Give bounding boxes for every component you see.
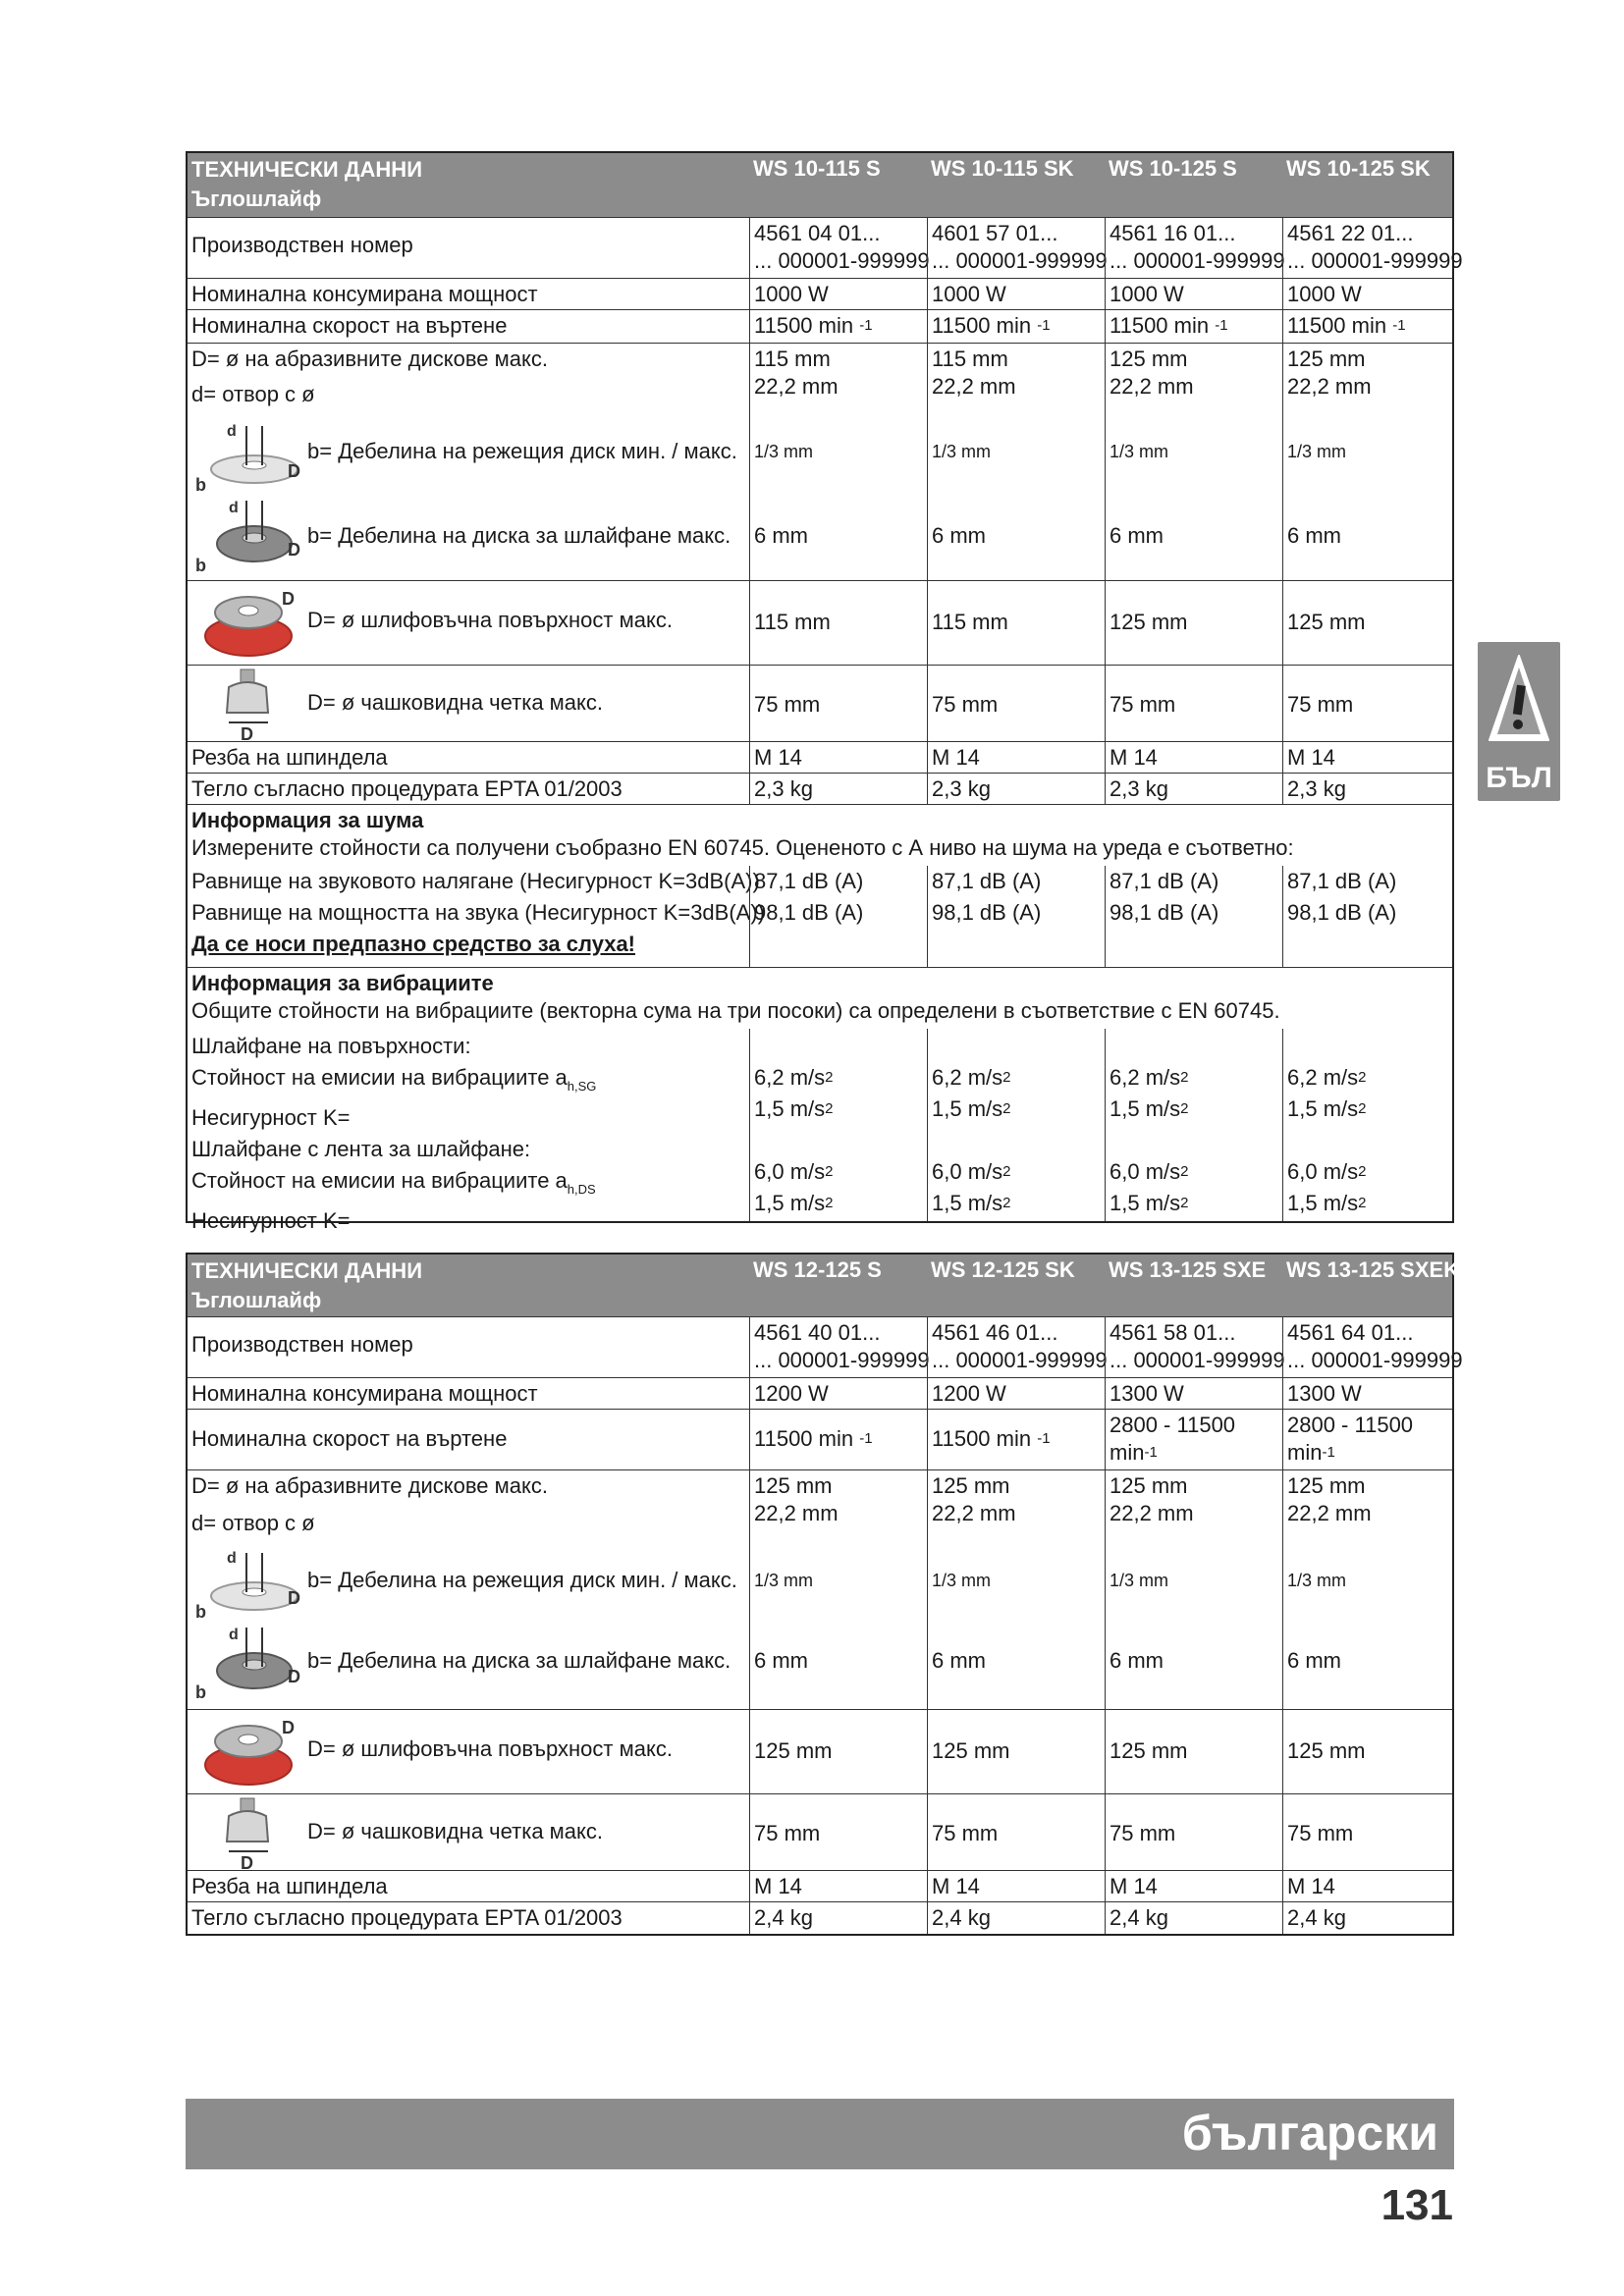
cell-value: 1,5 m/s <box>1287 1096 1359 1121</box>
cell-value: 22,2 mm <box>932 374 1016 399</box>
power-row <box>188 279 1452 310</box>
disc-values <box>749 344 927 580</box>
row-label: D= ø шлифовъчна повърхност макс. <box>307 1736 673 1761</box>
cell-value: 6,0 m/s <box>754 1159 826 1184</box>
cell-value: 22,2 mm <box>1287 1501 1372 1525</box>
weight-row <box>188 1902 1452 1934</box>
serial-range: ... 000001-999999 <box>1287 248 1463 273</box>
vibration-section <box>188 968 1452 1233</box>
row-label: b= Дебелина на режещия диск мин. / макс. <box>307 439 737 463</box>
row-label: b= Дебелина на диска за шлайфане макс. <box>307 1648 731 1673</box>
speed-row <box>188 1410 1452 1470</box>
cell-value: 1200 W <box>927 1378 1105 1409</box>
production-number: 4561 40 01... <box>754 1320 881 1345</box>
table-title: ТЕХНИЧЕСКИ ДАННИ <box>191 1258 423 1283</box>
model-1: WS 10-115 S <box>753 156 881 181</box>
tech-data-table-2 <box>186 1253 1463 1936</box>
row-label: Равнище на звуковото налягане (Несигурност K=3dB(A)) <box>191 869 760 893</box>
production-number-row <box>188 1317 1463 1378</box>
grinding-disc-icon <box>193 497 301 575</box>
tech-data-table-1 <box>186 151 1463 1233</box>
model-4: WS 13-125 SXEK <box>1286 1257 1460 1282</box>
cell-value: 125 mm <box>1110 347 1188 371</box>
row-label: Тегло съгласно процедурата EPTA 01/2003 <box>191 1905 623 1930</box>
cell-value: 87,1 dB (A) <box>1287 869 1397 893</box>
cell-value: 125 mm <box>927 1710 1105 1793</box>
icon-letter-d: d <box>229 1627 239 1643</box>
cell-value: 2800 - 11500 <box>1287 1413 1414 1437</box>
cell-value: 2,3 kg <box>927 774 1105 804</box>
cell-value: 2800 - 11500 <box>1110 1413 1236 1437</box>
cell-value: 125 mm <box>1105 1710 1282 1793</box>
cell-value: 6,0 m/s <box>1110 1159 1181 1184</box>
speed-unit: min <box>1110 1440 1145 1465</box>
cell-value: 6,2 m/s <box>932 1065 1003 1090</box>
cutting-disc-icon <box>193 418 301 497</box>
cell-value: 125 mm <box>754 1473 833 1498</box>
cup-brush-row <box>188 1794 1452 1871</box>
cell-value: 98,1 dB (A) <box>1110 900 1219 925</box>
cell-value: M 14 <box>1282 1871 1456 1901</box>
cell-value: 1/3 mm <box>1110 1571 1169 1590</box>
cell-value: 125 mm <box>1287 1473 1366 1498</box>
cutting-disc-icon <box>193 1545 301 1624</box>
cell-value: M 14 <box>749 742 927 773</box>
cell-value: 6 mm <box>1287 523 1341 548</box>
production-number: 4561 22 01... <box>1287 221 1414 245</box>
table-subtitle: Ъглошлайф <box>191 1288 322 1312</box>
production-number: 4561 58 01... <box>1110 1320 1236 1345</box>
cell-value: 1/3 mm <box>754 442 814 461</box>
row-label: Номинална скорост на въртене <box>191 313 508 338</box>
cell-value: 75 mm <box>1105 666 1282 741</box>
noise-title: Информация за шума <box>191 808 424 832</box>
icon-letter-d: d <box>229 500 239 516</box>
production-number: 4561 64 01... <box>1287 1320 1414 1345</box>
cup-brush-icon <box>193 666 301 744</box>
cell-value: 98,1 dB (A) <box>1287 900 1397 925</box>
cell-value: 1/3 mm <box>1110 442 1169 461</box>
cell-value: 125 mm <box>1110 1473 1188 1498</box>
cell-value: 1300 W <box>1105 1378 1282 1409</box>
hearing-warning: Да се носи предпазно средство за слуха! <box>191 932 635 956</box>
table-subtitle: Ъглошлайф <box>191 187 322 211</box>
cell-value: 2,3 kg <box>1282 774 1456 804</box>
cell-value: 6 mm <box>932 523 986 548</box>
cell-value: 11500 min <box>1110 313 1210 338</box>
cell-value: M 14 <box>927 742 1105 773</box>
squared-mark: 2 <box>1180 1069 1189 1086</box>
spindle-thread-row <box>188 742 1452 774</box>
cell-value: 75 mm <box>1282 666 1456 741</box>
cell-value: 22,2 mm <box>932 1501 1016 1525</box>
serial-range: ... 000001-999999 <box>754 248 930 273</box>
row-label: Шлайфане на повърхности: <box>191 1034 471 1058</box>
production-number: 4561 46 01... <box>932 1320 1058 1345</box>
disc-dimensions-row <box>188 344 1452 581</box>
cell-value: 2,4 kg <box>1105 1902 1282 1934</box>
language-code: БЪЛ <box>1486 762 1552 794</box>
cell-value: 6 mm <box>1110 1648 1164 1673</box>
serial-range: ... 000001-999999 <box>1287 1348 1463 1372</box>
squared-mark: 2 <box>1002 1069 1011 1086</box>
squared-mark: 2 <box>1002 1100 1011 1117</box>
cell-value: 1/3 mm <box>932 1571 992 1590</box>
cell-value: 125 mm <box>1282 1710 1456 1793</box>
cell-value: M 14 <box>1282 742 1456 773</box>
squared-mark: 2 <box>825 1195 834 1211</box>
cell-value: 6 mm <box>932 1648 986 1673</box>
grinding-disc-icon <box>193 1624 301 1702</box>
row-label: Несигурност K= <box>191 1105 351 1130</box>
row-label: Номинална консумирана мощност <box>191 1381 538 1406</box>
squared-mark: 2 <box>1358 1195 1367 1211</box>
cell-value: 1/3 mm <box>754 1571 814 1590</box>
language-side-tab <box>1478 642 1560 801</box>
warning-icon <box>1486 650 1552 748</box>
table-header <box>188 153 1452 218</box>
cell-value: 2,3 kg <box>1105 774 1282 804</box>
vibration-text: Общите стойности на вибрациите (векторна сума на три посоки) са определени в съответствие с EN 60745. <box>191 998 1280 1023</box>
cell-value: 125 mm <box>749 1710 927 1793</box>
speed-exponent: -1 <box>1037 1430 1051 1447</box>
serial-range: ... 000001-999999 <box>1110 1348 1285 1372</box>
cell-value: 11500 min <box>754 313 854 338</box>
speed-exponent: -1 <box>859 1430 873 1447</box>
spindle-thread-row <box>188 1871 1452 1902</box>
table-title: ТЕХНИЧЕСКИ ДАННИ <box>191 157 423 182</box>
cell-value: 6 mm <box>754 1648 808 1673</box>
cell-value: 1000 W <box>1282 279 1456 309</box>
cell-value: 2,4 kg <box>749 1902 927 1934</box>
cup-brush-row <box>188 666 1452 742</box>
cell-value: M 14 <box>1105 1871 1282 1901</box>
sanding-disc-icon <box>193 583 301 662</box>
weight-row <box>188 774 1452 805</box>
cell-value: 87,1 dB (A) <box>932 869 1042 893</box>
row-label: Несигурност K= <box>191 1208 351 1233</box>
cell-value: 1000 W <box>1105 279 1282 309</box>
cell-value: 6,2 m/s <box>1287 1065 1359 1090</box>
speed-exponent: -1 <box>1037 317 1051 334</box>
cell-value: 75 mm <box>927 1794 1105 1870</box>
cell-value: 1,5 m/s <box>932 1191 1003 1215</box>
model-2: WS 10-115 SK <box>931 156 1074 181</box>
cell-value: 1,5 m/s <box>754 1191 826 1215</box>
cell-value: 1/3 mm <box>1287 442 1347 461</box>
serial-range: ... 000001-999999 <box>1110 248 1285 273</box>
production-number-row <box>188 218 1463 279</box>
cell-value: 2,3 kg <box>749 774 927 804</box>
row-label: Номинална скорост на въртене <box>191 1426 508 1451</box>
row-label: Тегло съгласно процедурата EPTA 01/2003 <box>191 776 623 801</box>
cell-value: 75 mm <box>1282 1794 1456 1870</box>
disc-values <box>1282 344 1456 580</box>
footer-language: български <box>1181 2106 1438 2161</box>
row-label: b= Дебелина на режещия диск мин. / макс. <box>307 1568 737 1592</box>
cell-value: 11500 min <box>754 1426 854 1451</box>
cell-value: 6 mm <box>754 523 808 548</box>
icon-letter-b: b <box>195 1602 206 1622</box>
cell-value: 1,5 m/s <box>754 1096 826 1121</box>
disc-dimensions-row <box>188 1470 1452 1710</box>
production-number: 4601 57 01... <box>932 221 1058 245</box>
icon-letter-D: D <box>288 540 300 560</box>
squared-mark: 2 <box>825 1163 834 1180</box>
cell-value: 125 mm <box>1105 581 1282 665</box>
cell-value: 6,0 m/s <box>932 1159 1003 1184</box>
icon-letter-D: D <box>241 724 253 744</box>
sanding-surface-row <box>188 1710 1452 1794</box>
cell-value: 1,5 m/s <box>932 1096 1003 1121</box>
cell-value: 1/3 mm <box>932 442 992 461</box>
cell-value: 1000 W <box>749 279 927 309</box>
cell-value: 6,0 m/s <box>1287 1159 1359 1184</box>
noise-section <box>188 805 1452 968</box>
row-label: D= ø чашковидна четка макс. <box>307 690 604 715</box>
model-2: WS 12-125 SK <box>931 1257 1075 1282</box>
cell-value: 125 mm <box>932 1473 1010 1498</box>
cell-value: 1,5 m/s <box>1110 1096 1181 1121</box>
model-3: WS 13-125 SXE <box>1109 1257 1267 1282</box>
icon-letter-D: D <box>241 1853 253 1873</box>
cell-value: 22,2 mm <box>754 1501 839 1525</box>
speed-exponent: -1 <box>1215 317 1228 334</box>
cell-value: 98,1 dB (A) <box>932 900 1042 925</box>
row-label: D= ø чашковидна четка макс. <box>307 1819 604 1843</box>
squared-mark: 2 <box>1002 1163 1011 1180</box>
speed-exponent: -1 <box>1392 317 1406 334</box>
cell-value: 75 mm <box>749 666 927 741</box>
cell-value: 11500 min <box>932 1426 1032 1451</box>
model-1: WS 12-125 S <box>753 1257 882 1282</box>
squared-mark: 2 <box>1358 1163 1367 1180</box>
sanding-surface-row <box>188 581 1452 666</box>
disc-values <box>1105 344 1282 580</box>
icon-letter-D: D <box>282 1718 295 1737</box>
cell-value: 75 mm <box>927 666 1105 741</box>
model-4: WS 10-125 SK <box>1286 156 1431 181</box>
cell-value: 6,2 m/s <box>1110 1065 1181 1090</box>
icon-letter-D: D <box>288 1588 300 1608</box>
speed-exponent: -1 <box>1322 1444 1335 1461</box>
icon-letter-b: b <box>195 1682 206 1702</box>
squared-mark: 2 <box>1358 1069 1367 1086</box>
row-label: b= Дебелина на диска за шлайфане макс. <box>307 523 731 548</box>
cell-value: 1/3 mm <box>1287 1571 1347 1590</box>
icon-letter-b: b <box>195 556 206 575</box>
speed-exponent: -1 <box>859 317 873 334</box>
table-header <box>188 1255 1460 1317</box>
speed-exponent: -1 <box>1144 1444 1158 1461</box>
row-label: Шлайфане с лента за шлайфане: <box>191 1137 531 1161</box>
power-row <box>188 1378 1452 1410</box>
row-label: d= отвор с ø <box>191 1511 315 1535</box>
speed-unit: min <box>1287 1440 1323 1465</box>
cell-value: 87,1 dB (A) <box>754 869 864 893</box>
page-number: 131 <box>1380 2181 1453 2229</box>
row-label: Резба на шпиндела <box>191 1874 388 1898</box>
row-label: Производствен номер <box>191 233 413 257</box>
cell-value: 125 mm <box>1287 347 1366 371</box>
cell-value: 22,2 mm <box>1110 1501 1194 1525</box>
cell-value: 75 mm <box>749 1794 927 1870</box>
production-number: 4561 04 01... <box>754 221 881 245</box>
row-label: Равнище на мощността на звука (Несигурност K=3dB(A)) <box>191 900 765 925</box>
squared-mark: 2 <box>1358 1100 1367 1117</box>
icon-letter-D: D <box>288 1667 300 1686</box>
row-label: Стойност на емисии на вибрациите a <box>191 1065 568 1090</box>
row-label: Производствен номер <box>191 1332 413 1357</box>
row-label: D= ø шлифовъчна повърхност макс. <box>307 608 673 632</box>
speed-row <box>188 310 1452 344</box>
cell-value: 6,2 m/s <box>754 1065 826 1090</box>
cell-value: 1300 W <box>1282 1378 1456 1409</box>
disc-labels <box>188 344 749 580</box>
cell-value: 11500 min <box>932 313 1032 338</box>
cell-value: 22,2 mm <box>754 374 839 399</box>
row-label: Номинална консумирана мощност <box>191 282 538 306</box>
cell-value: 22,2 mm <box>1287 374 1372 399</box>
squared-mark: 2 <box>1180 1100 1189 1117</box>
cell-value: M 14 <box>749 1871 927 1901</box>
production-number: 4561 16 01... <box>1110 221 1236 245</box>
squared-mark: 2 <box>1180 1163 1189 1180</box>
cell-value: 75 mm <box>1105 1794 1282 1870</box>
cell-value: 115 mm <box>927 581 1105 665</box>
cell-value: 87,1 dB (A) <box>1110 869 1219 893</box>
cell-value: 115 mm <box>749 581 927 665</box>
row-label: d= отвор с ø <box>191 382 315 406</box>
cell-value: 22,2 mm <box>1110 374 1194 399</box>
icon-letter-D: D <box>282 589 295 609</box>
icon-letter-b: b <box>195 475 206 495</box>
cell-value: 2,4 kg <box>927 1902 1105 1934</box>
serial-range: ... 000001-999999 <box>932 1348 1108 1372</box>
emission-subscript: h,DS <box>567 1182 596 1197</box>
footer-bar <box>186 2099 1454 2169</box>
noise-text: Измерените стойности са получени съобразно EN 60745. Оцененото с А ниво на шума на уреда е съответно: <box>191 835 1294 860</box>
cell-value: 1200 W <box>749 1378 927 1409</box>
cell-value: 6 mm <box>1287 1648 1341 1673</box>
cell-value: 115 mm <box>754 347 831 371</box>
squared-mark: 2 <box>1180 1195 1189 1211</box>
cell-value: 115 mm <box>932 347 1008 371</box>
row-label: Стойност на емисии на вибрациите a <box>191 1168 568 1193</box>
model-3: WS 10-125 S <box>1109 156 1237 181</box>
icon-letter-D: D <box>288 461 300 481</box>
serial-range: ... 000001-999999 <box>754 1348 930 1372</box>
icon-letter-d: d <box>227 423 237 440</box>
squared-mark: 2 <box>1002 1195 1011 1211</box>
cell-value: 1,5 m/s <box>1110 1191 1181 1215</box>
squared-mark: 2 <box>825 1100 834 1117</box>
squared-mark: 2 <box>825 1069 834 1086</box>
cell-value: 98,1 dB (A) <box>754 900 864 925</box>
cell-value: 2,4 kg <box>1282 1902 1456 1934</box>
cell-value: 11500 min <box>1287 313 1387 338</box>
vibration-title: Информация за вибрациите <box>191 971 494 995</box>
serial-range: ... 000001-999999 <box>932 248 1108 273</box>
cell-value: M 14 <box>927 1871 1105 1901</box>
row-label: D= ø на абразивните дискове макс. <box>191 347 548 371</box>
sanding-disc-icon <box>193 1712 301 1790</box>
cup-brush-icon <box>193 1794 301 1873</box>
cell-value: 1,5 m/s <box>1287 1191 1359 1215</box>
cell-value: M 14 <box>1105 742 1282 773</box>
cell-value: 6 mm <box>1110 523 1164 548</box>
icon-letter-d: d <box>227 1550 237 1567</box>
cell-value: 125 mm <box>1282 581 1456 665</box>
row-label: D= ø на абразивните дискове макс. <box>191 1473 548 1498</box>
emission-subscript: h,SG <box>567 1079 597 1094</box>
row-label: Резба на шпиндела <box>191 745 388 770</box>
cell-value: 1000 W <box>927 279 1105 309</box>
disc-values <box>927 344 1105 580</box>
